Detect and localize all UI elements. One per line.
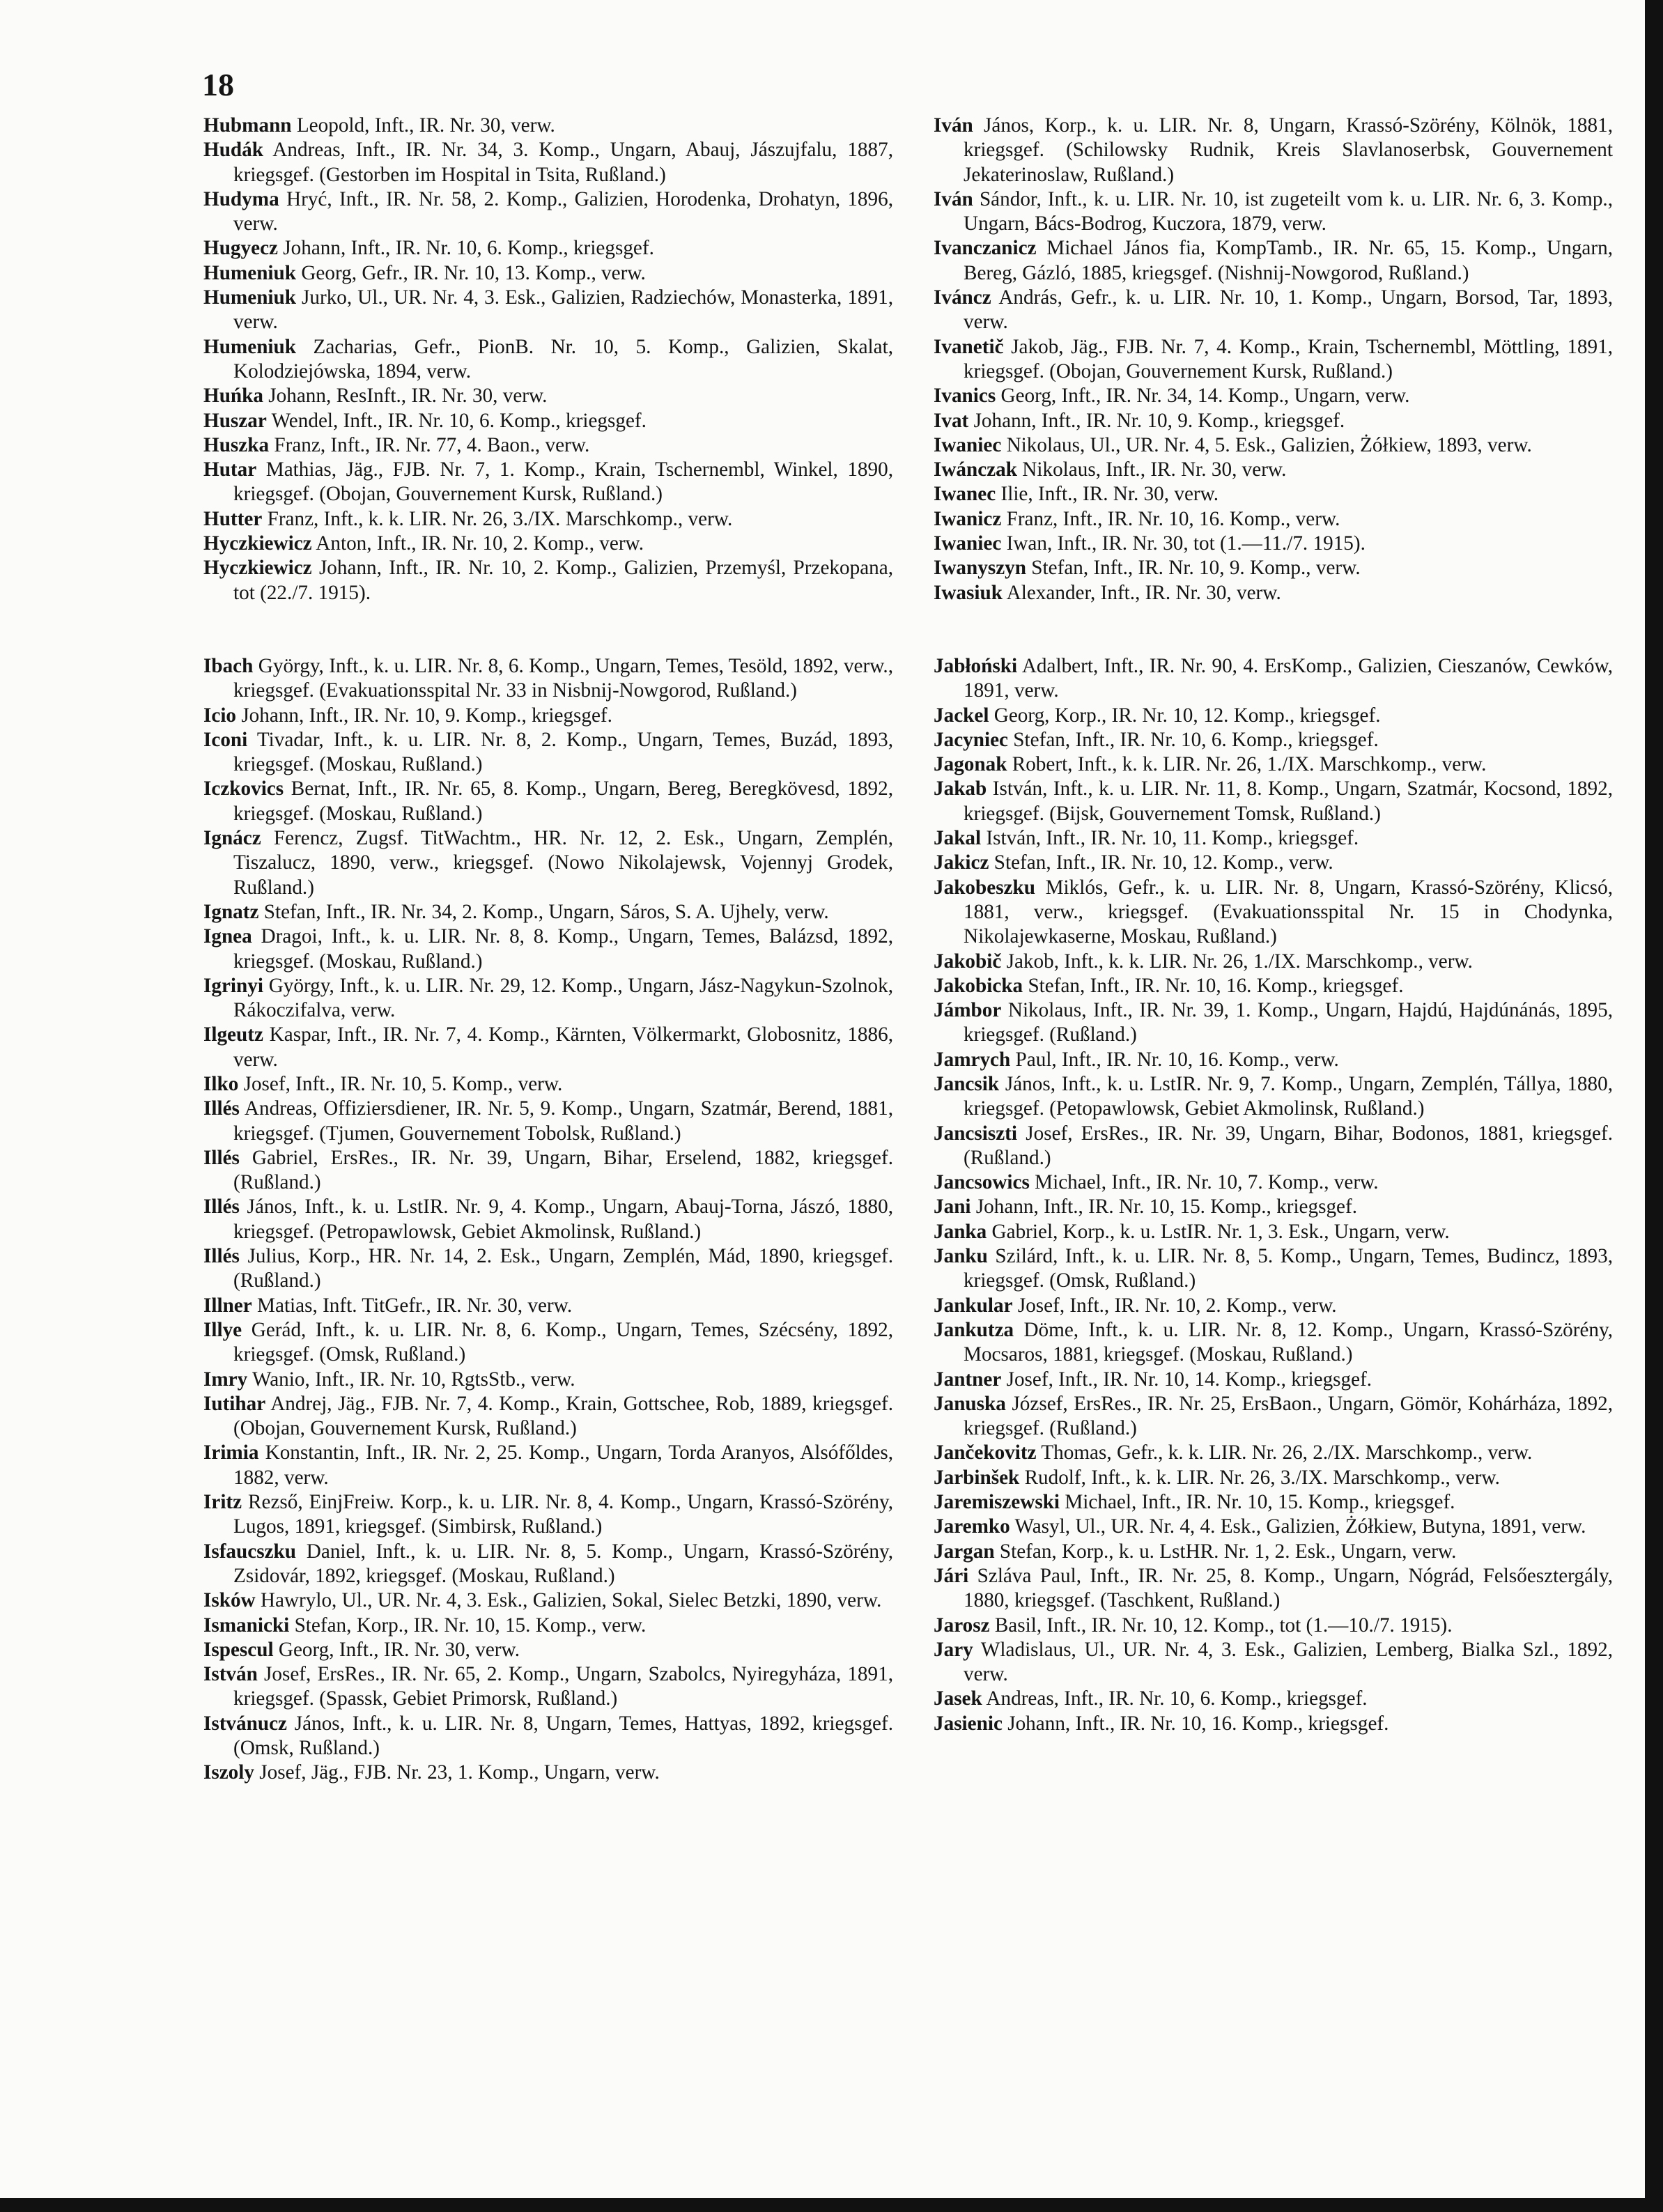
list-entry bbox=[203, 458, 893, 507]
entry-details: Stefan, Korp., k. u. LstHR. Nr. 1, 2. Esk., Ungarn, verw. bbox=[999, 1540, 1457, 1563]
entry-surname: Ignatz bbox=[203, 900, 259, 923]
entry-details: Julius, Korp., HR. Nr. 14, 2. Esk., Ungarn, Zemplén, Mád, 1890, kriegsgef. (Rußland.) bbox=[233, 1245, 894, 1292]
list-entry bbox=[934, 1318, 1613, 1368]
entry-surname: Ivanics bbox=[934, 385, 996, 408]
entry-details: Nikolaus, Ul., UR. Nr. 4, 5. Esk., Galizien, Żółkiew, 1893, verw. bbox=[1006, 433, 1532, 456]
list-entry bbox=[203, 409, 893, 433]
list-entry bbox=[203, 532, 893, 556]
entry-details: Franz, Inft., IR. Nr. 10, 16. Komp., verw. bbox=[1006, 507, 1340, 530]
list-entry bbox=[203, 1244, 893, 1294]
entry-details: János, Inft., k. u. LstIR. Nr. 9, 7. Komp., Ungarn, Zemplén, Tállya, 1880, kriegsgef. (Petopawlowsk, Gebiet Akmolinsk, Rußland.) bbox=[964, 1072, 1614, 1120]
entry-surname: Iván bbox=[934, 114, 973, 137]
list-entry bbox=[203, 777, 893, 826]
entry-details: Konstantin, Inft., IR. Nr. 2, 25. Komp., Ungarn, Torda Aranyos, Alsófőldes, 1882, verw. bbox=[233, 1441, 893, 1489]
entry-details: Anton, Inft., IR. Nr. 10, 2. Komp., verw. bbox=[316, 532, 644, 555]
entry-details: Stefan, Inft., IR. Nr. 34, 2. Komp., Ungarn, Sáros, S. A. Ujhely, verw. bbox=[263, 900, 829, 923]
entry-surname: Iwaniec bbox=[934, 433, 1002, 456]
entry-surname: Jancsiszti bbox=[934, 1122, 1017, 1145]
entry-group-i bbox=[203, 654, 893, 1786]
entry-details: Iwan, Inft., IR. Nr. 30, tot (1.—11./7. 1915). bbox=[1006, 532, 1366, 555]
entry-surname: Iwánczak bbox=[934, 458, 1017, 481]
entry-details: Georg, Korp., IR. Nr. 10, 12. Komp., kriegsgef. bbox=[993, 704, 1381, 727]
entry-surname: Humeniuk bbox=[203, 261, 297, 284]
list-entry bbox=[934, 1712, 1613, 1736]
list-entry bbox=[203, 261, 893, 286]
entry-surname: Jári bbox=[934, 1564, 969, 1587]
entry-details: Jakob, Inft., k. k. LIR. Nr. 26, 1./IX. Marschkomp., verw. bbox=[1006, 950, 1473, 973]
entry-surname: Jary bbox=[934, 1638, 973, 1661]
list-entry bbox=[934, 1368, 1613, 1392]
list-entry bbox=[203, 114, 893, 138]
list-entry bbox=[934, 532, 1613, 556]
entry-details: Andrej, Jäg., FJB. Nr. 7, 4. Komp., Krain, Gottschee, Rob, 1889, kriegsgef. (Obojan, Gouvernement Kursk, Rußland.) bbox=[233, 1392, 893, 1440]
entry-details: János, Inft., k. u. LIR. Nr. 8, Ungarn, Temes, Hattyas, 1892, kriegsgef. (Omsk, Rußland.) bbox=[233, 1712, 894, 1759]
entry-details: Ilie, Inft., IR. Nr. 30, verw. bbox=[1000, 483, 1219, 506]
entry-surname: Illés bbox=[203, 1146, 240, 1169]
entry-details: Miklós, Gefr., k. u. LIR. Nr. 8, Ungarn, Krassó-Szörény, Klicsó, 1881, verw., kriegsgef. (Evakuationsspital Nr. 15 in Chodynka, Nikolajewkaserne, Moskau, Rußland.) bbox=[964, 876, 1613, 948]
entry-details: Szilárd, Inft., k. u. LIR. Nr. 8, 5. Komp., Ungarn, Temes, Budincz, 1893, kriegsgef. (Omsk, Rußland.) bbox=[964, 1245, 1613, 1292]
entry-details: Georg, Inft., IR. Nr. 34, 14. Komp., Ungarn, verw. bbox=[1000, 385, 1410, 408]
entry-details: Gerád, Inft., k. u. LIR. Nr. 8, 6. Komp., Ungarn, Temes, Szécsény, 1892, kriegsgef. (Omsk, Rußland.) bbox=[233, 1318, 894, 1366]
entry-details: Johann, Inft., IR. Nr. 10, 15. Komp., kriegsgef. bbox=[975, 1196, 1358, 1219]
entry-surname: Iritz bbox=[203, 1491, 242, 1514]
list-entry bbox=[934, 777, 1613, 826]
entry-surname: István bbox=[203, 1663, 258, 1686]
list-entry bbox=[203, 1712, 893, 1761]
entry-details: Johann, Inft., IR. Nr. 10, 2. Komp., Galizien, Przemyśl, Przekopana, tot (22./7. 1915). bbox=[233, 557, 894, 604]
entry-details: Ferencz, Zugsf. TitWachtm., HR. Nr. 12, 2. Esk., Ungarn, Zemplén, Tiszalucz, 1890, verw., kriegsgef. (Nowo Nikolajewsk, Vojennyj Grodek, Rußland.) bbox=[233, 827, 894, 899]
entry-surname: Jaremiszewski bbox=[934, 1491, 1060, 1514]
entry-surname: Jasienic bbox=[934, 1712, 1003, 1735]
entry-surname: Iszoly bbox=[203, 1761, 254, 1784]
entry-surname: Jankutza bbox=[934, 1318, 1014, 1341]
entry-surname: Hugyecz bbox=[203, 237, 278, 260]
entry-surname: Jamrych bbox=[934, 1048, 1011, 1071]
list-entry bbox=[934, 114, 1613, 187]
list-entry bbox=[934, 876, 1613, 950]
list-entry bbox=[934, 286, 1613, 335]
list-entry bbox=[934, 654, 1613, 704]
entry-surname: Ivanczanicz bbox=[934, 237, 1037, 260]
list-entry bbox=[934, 409, 1613, 433]
list-entry bbox=[203, 1441, 893, 1490]
entry-details: Josef, ErsRes., IR. Nr. 65, 2. Komp., Ungarn, Szabolcs, Nyiregyháza, 1891, kriegsgef. (Spassk, Gebiet Primorsk, Rußland.) bbox=[233, 1663, 893, 1710]
list-entry bbox=[203, 1294, 893, 1318]
entry-surname: Jarbinšek bbox=[934, 1466, 1020, 1489]
list-entry bbox=[203, 138, 893, 187]
entry-surname: Ilgeutz bbox=[203, 1023, 263, 1046]
list-entry bbox=[203, 1761, 893, 1785]
entry-details: Johann, Inft., IR. Nr. 10, 9. Komp., kriegsgef. bbox=[973, 409, 1345, 432]
entry-surname: Iwanicz bbox=[934, 507, 1002, 530]
entry-details: Johann, Inft., IR. Nr. 10, 16. Komp., kriegsgef. bbox=[1007, 1712, 1389, 1735]
entry-details: Georg, Gefr., IR. Nr. 10, 13. Komp., verw. bbox=[301, 261, 646, 284]
list-entry bbox=[934, 1072, 1613, 1122]
list-entry bbox=[203, 654, 893, 704]
entry-details: György, Inft., k. u. LIR. Nr. 8, 6. Komp., Ungarn, Temes, Tesöld, 1892, verw., kriegsgef. (Evakuationsspital Nr. 33 in Nisbnij-Nowgorod, Rußland.) bbox=[233, 654, 893, 702]
list-entry bbox=[203, 925, 893, 974]
entry-details: Wasyl, Ul., UR. Nr. 4, 4. Esk., Galizien, Żółkiew, Butyna, 1891, verw. bbox=[1014, 1515, 1586, 1538]
list-entry bbox=[203, 1614, 893, 1638]
entry-details: Stefan, Inft., IR. Nr. 10, 6. Komp., kriegsgef. bbox=[1013, 728, 1379, 751]
entry-surname: Jargan bbox=[934, 1540, 995, 1563]
entry-surname: Illner bbox=[203, 1294, 252, 1317]
entry-surname: Jakobeszku bbox=[934, 876, 1035, 899]
list-entry bbox=[203, 974, 893, 1023]
list-entry bbox=[203, 826, 893, 900]
entry-surname: Jakobicka bbox=[934, 974, 1023, 997]
list-entry bbox=[203, 1540, 893, 1589]
entry-details: Nikolaus, Inft., IR. Nr. 30, verw. bbox=[1022, 458, 1287, 481]
entry-surname: Humeniuk bbox=[203, 335, 297, 358]
entry-surname: Illés bbox=[203, 1245, 240, 1268]
entry-surname: Iconi bbox=[203, 728, 248, 751]
entry-surname: Huńka bbox=[203, 385, 263, 408]
entry-details: József, ErsRes., IR. Nr. 25, ErsBaon., Ungarn, Gömör, Kohárháza, 1892, kriegsgef. (Rußland.) bbox=[964, 1392, 1613, 1440]
entry-surname: Hyczkiewicz bbox=[203, 532, 312, 555]
list-entry bbox=[934, 1466, 1613, 1490]
entry-surname: Iwanyszyn bbox=[934, 557, 1026, 580]
section-gap bbox=[203, 605, 893, 654]
entry-details: János, Inft., k. u. LstIR. Nr. 9, 4. Komp., Ungarn, Abauj-Torna, Jászó, 1880, kriegsgef. (Petropawlowsk, Gebiet Akmolinsk, Rußland.) bbox=[233, 1196, 893, 1243]
entry-details: Andreas, Inft., IR. Nr. 34, 3. Komp., Ungarn, Abauj, Jászujfalu, 1887, kriegsgef. (Gestorben im Hospital in Tsita, Rußland.) bbox=[233, 139, 894, 186]
list-entry bbox=[934, 1687, 1613, 1711]
list-entry bbox=[934, 974, 1613, 998]
list-entry bbox=[934, 1048, 1613, 1072]
entry-surname: Iwasiuk bbox=[934, 581, 1003, 604]
list-entry bbox=[934, 1638, 1613, 1687]
list-entry bbox=[934, 482, 1613, 506]
entry-surname: Jasek bbox=[934, 1687, 982, 1710]
entry-surname: Januska bbox=[934, 1392, 1006, 1415]
entry-surname: Jakab bbox=[934, 778, 987, 801]
entry-details: Hawrylo, Ul., UR. Nr. 4, 3. Esk., Galizien, Sokal, Sielec Betzki, 1890, verw. bbox=[260, 1589, 882, 1612]
entry-details: Adalbert, Inft., IR. Nr. 90, 4. ErsKomp., Galizien, Cieszanów, Cewków, 1891, verw. bbox=[964, 654, 1614, 702]
list-entry bbox=[934, 1195, 1613, 1219]
list-entry bbox=[934, 236, 1613, 286]
entry-details: Rudolf, Inft., k. k. LIR. Nr. 26, 3./IX. Marschkomp., verw. bbox=[1024, 1466, 1500, 1489]
list-entry bbox=[203, 1368, 893, 1392]
entry-details: Thomas, Gefr., k. k. LIR. Nr. 26, 2./IX. Marschkomp., verw. bbox=[1041, 1441, 1533, 1464]
entry-surname: Hutter bbox=[203, 507, 263, 530]
list-entry bbox=[203, 187, 893, 237]
list-entry bbox=[934, 998, 1613, 1048]
entry-details: Tivadar, Inft., k. u. LIR. Nr. 8, 2. Komp., Ungarn, Temes, Buzád, 1893, kriegsgef. (Moskau, Rußland.) bbox=[233, 728, 893, 776]
list-entry bbox=[203, 1195, 893, 1244]
entry-surname: Hutar bbox=[203, 458, 257, 481]
list-entry bbox=[934, 1564, 1613, 1614]
scan-edge-right bbox=[1645, 0, 1663, 2212]
list-entry bbox=[934, 950, 1613, 974]
list-entry bbox=[934, 458, 1613, 482]
entry-details: Sándor, Inft., k. u. LIR. Nr. 10, ist zugeteilt vom k. u. LIR. Nr. 6, 3. Komp., Ungarn, Bács-Bodrog, Kuczora, 1879, verw. bbox=[964, 187, 1614, 235]
entry-details: Josef, Jäg., FJB. Nr. 23, 1. Komp., Ungarn, verw. bbox=[259, 1761, 660, 1784]
page-number: 18 bbox=[202, 67, 234, 102]
entry-surname: Ibach bbox=[203, 654, 254, 677]
entry-surname: Hubmann bbox=[203, 114, 292, 137]
list-entry bbox=[203, 1662, 893, 1712]
list-entry bbox=[203, 728, 893, 778]
list-entry bbox=[934, 433, 1613, 458]
entry-details: Szláva Paul, Inft., IR. Nr. 25, 8. Komp., Ungarn, Nógrád, Felsőesztergály, 1880, kriegsgef. (Taschkent, Rußland.) bbox=[964, 1564, 1614, 1612]
entry-details: Wanio, Inft., IR. Nr. 10, RgtsStb., verw. bbox=[252, 1368, 575, 1391]
list-entry bbox=[203, 1146, 893, 1196]
entry-group-j bbox=[934, 654, 1613, 1736]
entry-surname: Icio bbox=[203, 704, 237, 727]
entry-surname: Jančekovitz bbox=[934, 1441, 1037, 1464]
entry-surname: Jaremko bbox=[934, 1515, 1010, 1538]
entry-details: Zacharias, Gefr., PionB. Nr. 10, 5. Komp., Galizien, Skalat, Kolodziejówska, 1894, verw. bbox=[233, 335, 894, 382]
list-entry bbox=[203, 1588, 893, 1613]
entry-surname: Janka bbox=[934, 1220, 987, 1243]
entry-surname: Hyczkiewicz bbox=[203, 557, 312, 580]
list-entry bbox=[934, 1392, 1613, 1441]
entry-details: Matias, Inft. TitGefr., IR. Nr. 30, verw. bbox=[257, 1294, 573, 1317]
entry-surname: Ivat bbox=[934, 409, 969, 432]
entry-surname: Jacyniec bbox=[934, 728, 1008, 751]
entry-details: Michael János fia, KompTamb., IR. Nr. 65, 15. Komp., Ungarn, Bereg, Gázló, 1885, kriegsgef. (Nishnij-Nowgorod, Rußland.) bbox=[964, 237, 1613, 284]
entry-details: Josef, Inft., IR. Nr. 10, 2. Komp., verw. bbox=[1017, 1294, 1337, 1317]
entry-details: János, Korp., k. u. LIR. Nr. 8, Ungarn, Krassó-Szörény, Kölnök, 1881, kriegsgef. (Schilowsky Rudnik, Kreis Slavlanoserbsk, Gouvernement Jekaterinoslaw, Rußland.) bbox=[964, 114, 1613, 186]
entry-surname: Jámbor bbox=[934, 999, 1002, 1022]
scan-edge-bottom bbox=[0, 2198, 1663, 2212]
entry-surname: Hudyma bbox=[203, 187, 279, 210]
entry-surname: Illye bbox=[203, 1318, 242, 1341]
list-entry bbox=[203, 704, 893, 728]
entry-details: Nikolaus, Inft., IR. Nr. 39, 1. Komp., Ungarn, Hajdú, Hajdúnánás, 1895, kriegsgef. (Rußland.) bbox=[964, 999, 1613, 1046]
entry-details: Johann, Inft., IR. Nr. 10, 9. Komp., kriegsgef. bbox=[241, 704, 612, 727]
entry-details: Paul, Inft., IR. Nr. 10, 16. Komp., verw. bbox=[1015, 1048, 1339, 1071]
entry-surname: Jani bbox=[934, 1196, 971, 1219]
entry-surname: Imry bbox=[203, 1368, 248, 1391]
entry-surname: Ilko bbox=[203, 1072, 239, 1095]
entry-surname: Iutihar bbox=[203, 1392, 266, 1415]
list-entry bbox=[934, 507, 1613, 532]
entry-surname: Ispescul bbox=[203, 1638, 274, 1661]
entry-details: István, Inft., IR. Nr. 10, 11. Komp., kriegsgef. bbox=[986, 827, 1359, 850]
list-entry bbox=[934, 581, 1613, 605]
entry-surname: Isków bbox=[203, 1589, 256, 1612]
entry-surname: Ismanicki bbox=[203, 1614, 290, 1637]
entry-details: Dragoi, Inft., k. u. LIR. Nr. 8, 8. Komp., Ungarn, Temes, Balázsd, 1892, kriegsgef. (Moskau, Rußland.) bbox=[233, 925, 893, 973]
entry-details: Franz, Inft., IR. Nr. 77, 4. Baon., verw. bbox=[274, 433, 590, 456]
list-entry bbox=[934, 1170, 1613, 1195]
list-entry bbox=[203, 1490, 893, 1540]
list-entry bbox=[934, 187, 1613, 237]
entry-details: Wendel, Inft., IR. Nr. 10, 6. Komp., kriegsgef. bbox=[271, 409, 647, 432]
entry-surname: Janku bbox=[934, 1245, 988, 1268]
entry-surname: Jakobič bbox=[934, 950, 1002, 973]
entry-surname: Igrinyi bbox=[203, 974, 263, 997]
list-entry bbox=[203, 556, 893, 605]
entry-surname: Illés bbox=[203, 1196, 240, 1219]
entry-details: Stefan, Korp., IR. Nr. 10, 15. Komp., verw. bbox=[294, 1614, 647, 1637]
entry-details: Michael, Inft., IR. Nr. 10, 7. Komp., verw. bbox=[1035, 1171, 1379, 1194]
list-entry bbox=[934, 1244, 1613, 1294]
entry-surname: Iváncz bbox=[934, 286, 991, 309]
entry-surname: Isfaucszku bbox=[203, 1540, 296, 1563]
entry-details: Basil, Inft., IR. Nr. 10, 12. Komp., tot (1.—10./7. 1915). bbox=[994, 1614, 1453, 1637]
list-entry bbox=[934, 1441, 1613, 1465]
entry-details: Franz, Inft., k. k. LIR. Nr. 26, 3./IX. Marschkomp., verw. bbox=[267, 507, 733, 530]
list-entry bbox=[934, 1490, 1613, 1515]
list-entry bbox=[934, 826, 1613, 851]
entry-details: Rezső, EinjFreiw. Korp., k. u. LIR. Nr. 8, 4. Komp., Ungarn, Krassó-Szörény, Lugos, 1891, kriegsgef. (Simbirsk, Rußland.) bbox=[233, 1491, 893, 1538]
entry-details: Andreas, Inft., IR. Nr. 10, 6. Komp., kriegsgef. bbox=[986, 1687, 1368, 1710]
entry-surname: Irimia bbox=[203, 1441, 259, 1464]
entry-details: Josef, Inft., IR. Nr. 10, 5. Komp., verw. bbox=[243, 1072, 563, 1095]
entry-details: Georg, Inft., IR. Nr. 30, verw. bbox=[278, 1638, 520, 1661]
entry-details: Josef, Inft., IR. Nr. 10, 14. Komp., kriegsgef. bbox=[1006, 1368, 1372, 1391]
right-column bbox=[934, 114, 1613, 1736]
entry-details: Mathias, Jäg., FJB. Nr. 7, 1. Komp., Krain, Tschernembl, Winkel, 1890, kriegsgef. (Obojan, Gouvernement Kursk, Rußland.) bbox=[233, 458, 894, 506]
entry-surname: Iwanec bbox=[934, 483, 996, 506]
list-entry bbox=[934, 728, 1613, 752]
list-entry bbox=[203, 384, 893, 408]
entry-details: Stefan, Inft., IR. Nr. 10, 9. Komp., verw. bbox=[1031, 557, 1361, 580]
list-entry bbox=[934, 335, 1613, 385]
entry-details: Gabriel, ErsRes., IR. Nr. 39, Ungarn, Bihar, Erselend, 1882, kriegsgef. (Rußland.) bbox=[233, 1146, 893, 1194]
entry-surname: Iwaniec bbox=[934, 532, 1002, 555]
entry-group-i bbox=[934, 114, 1613, 605]
entry-details: Leopold, Inft., IR. Nr. 30, verw. bbox=[296, 114, 555, 137]
entry-surname: Jankular bbox=[934, 1294, 1013, 1317]
list-entry bbox=[934, 1294, 1613, 1318]
entry-details: Kaspar, Inft., IR. Nr. 7, 4. Komp., Kärnten, Völkermarkt, Globosnitz, 1886, verw. bbox=[233, 1023, 894, 1071]
entry-details: Jakob, Jäg., FJB. Nr. 7, 4. Komp., Krain, Tschernembl, Möttling, 1891, kriegsgef. (Obojan, Gouvernement Kursk, Rußland.) bbox=[964, 335, 1613, 382]
list-entry bbox=[934, 704, 1613, 728]
list-entry bbox=[934, 1515, 1613, 1539]
entry-details: Josef, ErsRes., IR. Nr. 39, Ungarn, Bihar, Bodonos, 1881, kriegsgef. (Rußland.) bbox=[964, 1122, 1614, 1169]
entry-details: Hryć, Inft., IR. Nr. 58, 2. Komp., Galizien, Horodenka, Drohatyn, 1896, verw. bbox=[233, 187, 894, 235]
entry-surname: Iczkovics bbox=[203, 778, 284, 801]
list-entry bbox=[203, 507, 893, 532]
list-entry bbox=[203, 1318, 893, 1368]
list-entry bbox=[203, 1023, 893, 1072]
left-column bbox=[203, 114, 893, 1786]
entry-details: Andreas, Offiziersdiener, IR. Nr. 5, 9. Komp., Ungarn, Szatmár, Berend, 1881, kriegsgef. (Tjumen, Gouvernement Tobolsk, Rußland.) bbox=[233, 1097, 893, 1145]
list-entry bbox=[203, 900, 893, 925]
entry-details: Wladislaus, Ul., UR. Nr. 4, 3. Esk., Galizien, Lemberg, Bialka Szl., 1892, verw. bbox=[964, 1638, 1613, 1686]
entry-details: Stefan, Inft., IR. Nr. 10, 16. Komp., kriegsgef. bbox=[1028, 974, 1404, 997]
entry-details: Michael, Inft., IR. Nr. 10, 15. Komp., kriegsgef. bbox=[1065, 1491, 1455, 1514]
entry-details: Stefan, Inft., IR. Nr. 10, 12. Komp., verw. bbox=[993, 851, 1333, 874]
entry-surname: Iván bbox=[934, 187, 973, 210]
entry-surname: Jakal bbox=[934, 827, 982, 850]
entry-surname: Ivanetič bbox=[934, 335, 1004, 358]
entry-details: György, Inft., k. u. LIR. Nr. 29, 12. Komp., Ungarn, Jász-Nagykun-Szolnok, Rákoczifalva, verw. bbox=[233, 974, 894, 1022]
entry-details: Johann, Inft., IR. Nr. 10, 6. Komp., kriegsgef. bbox=[283, 237, 654, 260]
list-entry bbox=[203, 1392, 893, 1441]
entry-surname: Huszar bbox=[203, 409, 267, 432]
entry-details: István, Inft., k. u. LIR. Nr. 11, 8. Komp., Ungarn, Szatmár, Kocsond, 1892, kriegsgef. (Bijsk, Gouvernement Tomsk, Rußland.) bbox=[964, 778, 1613, 825]
entry-details: Robert, Inft., k. k. LIR. Nr. 26, 1./IX. Marschkomp., verw. bbox=[1012, 753, 1487, 776]
list-entry bbox=[203, 236, 893, 261]
entry-surname: Humeniuk bbox=[203, 286, 297, 309]
list-entry bbox=[934, 851, 1613, 875]
list-entry bbox=[934, 556, 1613, 580]
section-gap bbox=[934, 605, 1613, 654]
entry-details: Döme, Inft., k. u. LIR. Nr. 8, 12. Komp., Ungarn, Krassó-Szörény, Mocsaros, 1881, kriegsgef. (Moskau, Rußland.) bbox=[964, 1318, 1614, 1366]
entry-surname: Jagonak bbox=[934, 753, 1007, 776]
entry-surname: Istvánucz bbox=[203, 1712, 287, 1735]
list-entry bbox=[203, 433, 893, 458]
list-entry bbox=[203, 286, 893, 335]
entry-details: Daniel, Inft., k. u. LIR. Nr. 8, 5. Komp., Ungarn, Krassó-Szörény, Zsidovár, 1892, kriegsgef. (Moskau, Rußland.) bbox=[233, 1540, 893, 1587]
entry-surname: Jancsik bbox=[934, 1072, 1000, 1095]
list-entry bbox=[934, 1220, 1613, 1244]
list-entry bbox=[934, 752, 1613, 777]
entry-surname: Jackel bbox=[934, 704, 989, 727]
entry-group-h bbox=[203, 114, 893, 605]
entry-surname: Jarosz bbox=[934, 1614, 990, 1637]
entry-surname: Jabłoński bbox=[934, 654, 1018, 677]
entry-details: Bernat, Inft., IR. Nr. 65, 8. Komp., Ungarn, Bereg, Beregkövesd, 1892, kriegsgef. (Moskau, Rußland.) bbox=[233, 778, 894, 825]
entry-details: Jurko, Ul., UR. Nr. 4, 3. Esk., Galizien, Radziechów, Monasterka, 1891, verw. bbox=[233, 286, 893, 334]
list-entry bbox=[934, 1540, 1613, 1564]
list-entry bbox=[203, 1638, 893, 1662]
entry-details: Johann, ResInft., IR. Nr. 30, verw. bbox=[268, 385, 548, 408]
list-entry bbox=[203, 1097, 893, 1146]
entry-surname: Illés bbox=[203, 1097, 240, 1120]
list-entry bbox=[934, 384, 1613, 408]
list-entry bbox=[203, 335, 893, 385]
entry-details: András, Gefr., k. u. LIR. Nr. 10, 1. Komp., Ungarn, Borsod, Tar, 1893, verw. bbox=[964, 286, 1614, 334]
entry-surname: Ignea bbox=[203, 925, 252, 948]
entry-surname: Ignácz bbox=[203, 827, 261, 850]
entry-surname: Jakicz bbox=[934, 851, 989, 874]
entry-surname: Jancsowics bbox=[934, 1171, 1030, 1194]
list-entry bbox=[934, 1614, 1613, 1638]
entry-details: Gabriel, Korp., k. u. LstIR. Nr. 1, 3. Esk., Ungarn, verw. bbox=[991, 1220, 1450, 1243]
entry-surname: Hudák bbox=[203, 139, 263, 162]
list-entry bbox=[934, 1122, 1613, 1171]
list-entry bbox=[203, 1072, 893, 1097]
entry-surname: Jantner bbox=[934, 1368, 1002, 1391]
entry-surname: Huszka bbox=[203, 433, 270, 456]
entry-details: Alexander, Inft., IR. Nr. 30, verw. bbox=[1006, 581, 1281, 604]
